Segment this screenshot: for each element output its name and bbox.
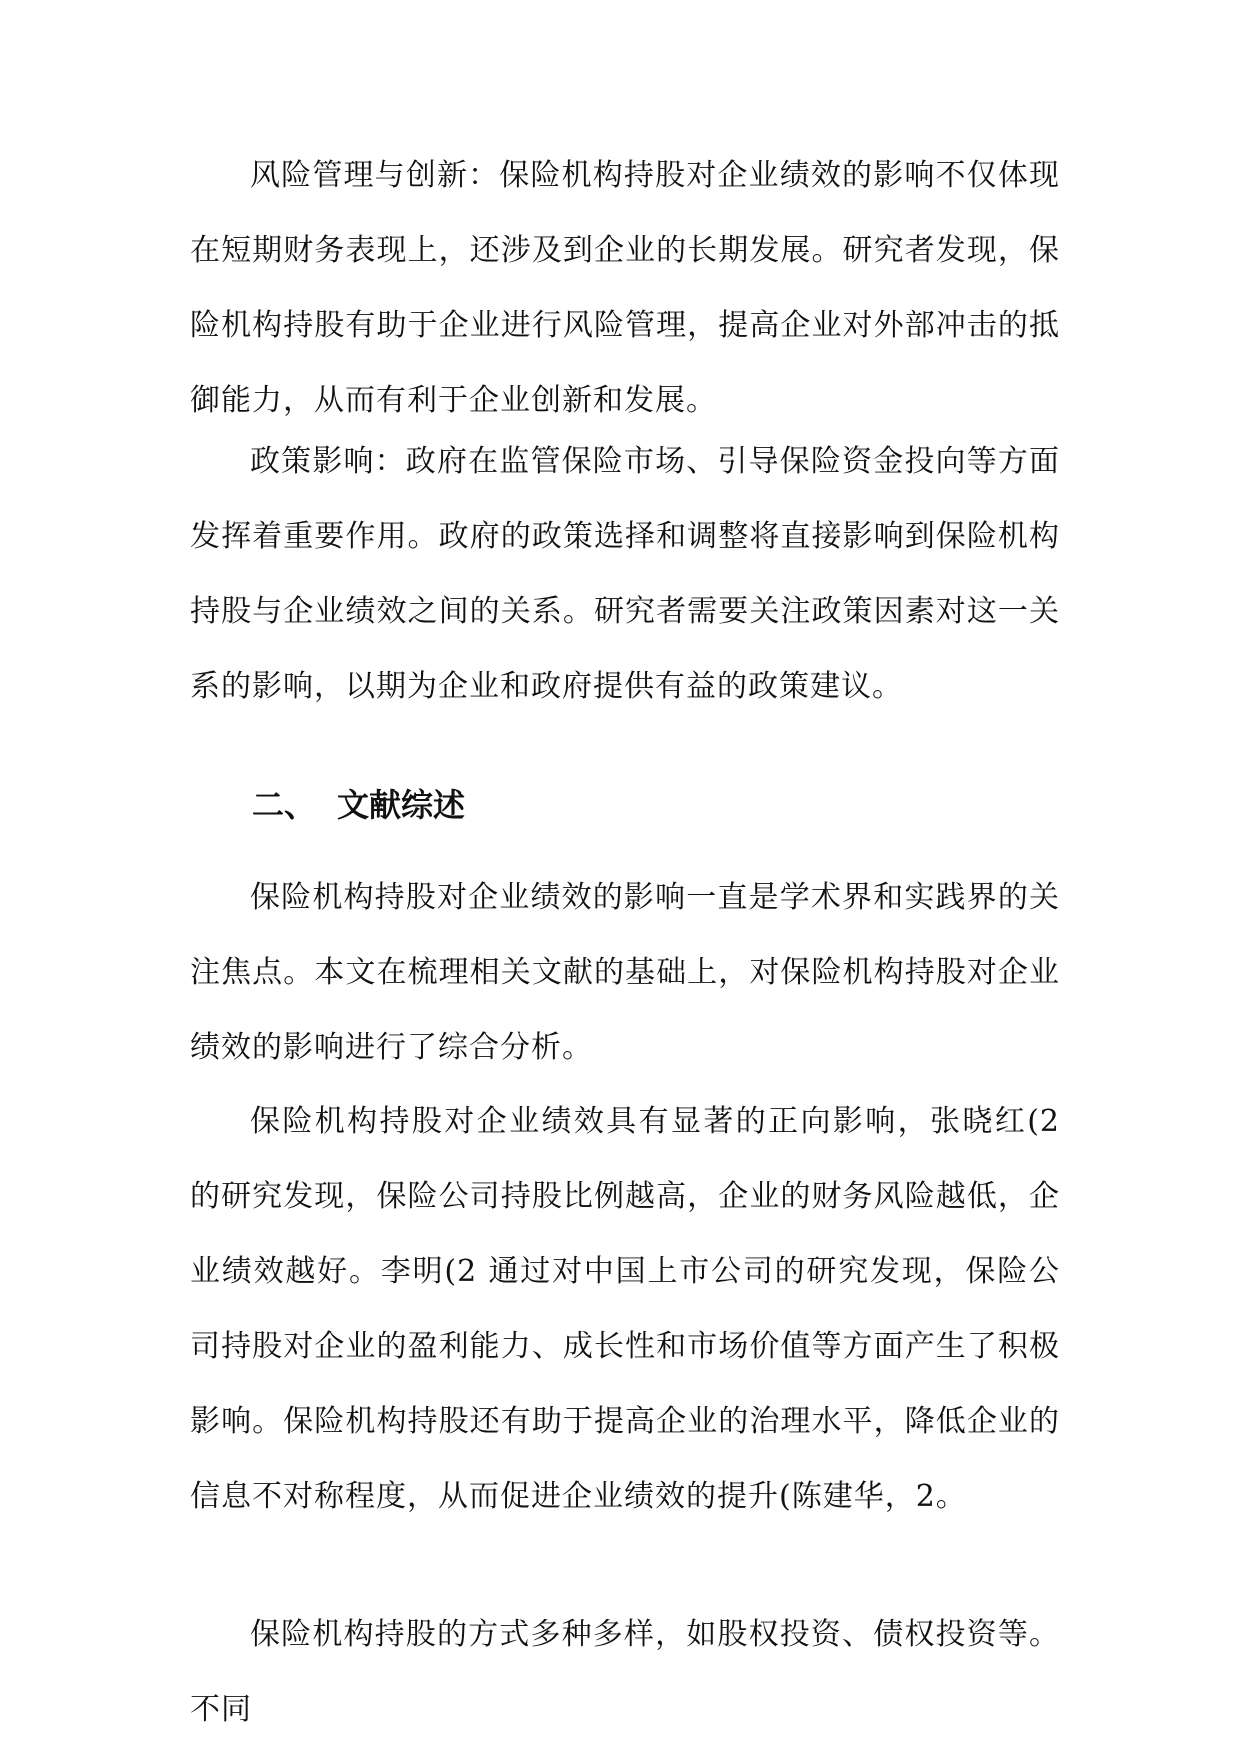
paragraph-risk-management: 风险管理与创新：保险机构持股对企业绩效的影响不仅体现在短期财务表现上，还涉及到企业的长期发展。研究者发现，保险机构持股有助于企业进行风险管理，提高企业对外部冲击的抵御能力，从而有利于企业创新和发展。 <box>190 158 1060 418</box>
paragraph-literature-intro: 保险机构持股对企业绩效的影响一直是学术界和实践界的关注焦点。本文在梳理相关文献的基础上，对保险机构持股对企业绩效的影响进行了综合分析。 <box>190 880 1060 1065</box>
section-heading <box>252 785 465 825</box>
paragraph-holding-methods: 保险机构持股的方式多种多样，如股权投资、债权投资等。不同 <box>190 1617 1060 1727</box>
paragraph-policy-impact: 政策影响：政府在监管保险市场、引导保险资金投向等方面发挥着重要作用。政府的政策选择和调整将直接影响到保险机构持股与企业绩效之间的关系。研究者需要关注政策因素对这一关系的影响，以期为企业和政府提供有益的政策建议。 <box>190 444 1060 704</box>
section-number: 二、 <box>252 786 317 824</box>
section-title: 文献综述 <box>337 786 466 824</box>
paragraph-positive-impact: 保险机构持股对企业绩效具有显著的正向影响，张晓红(2 的研究发现，保险公司持股比例越高，企业的财务风险越低，企业绩效越好。李明(2 通过对中国上市公司的研究发现，保险公司持股对企业的盈利能力、成长性和市场价值等方面产生了积极影响。保险机构持股还有助于提高企业的治理水平，降低企业的信息不对称程度，从而促进企业绩效的提升(陈建华，2。 <box>190 1104 1060 1514</box>
